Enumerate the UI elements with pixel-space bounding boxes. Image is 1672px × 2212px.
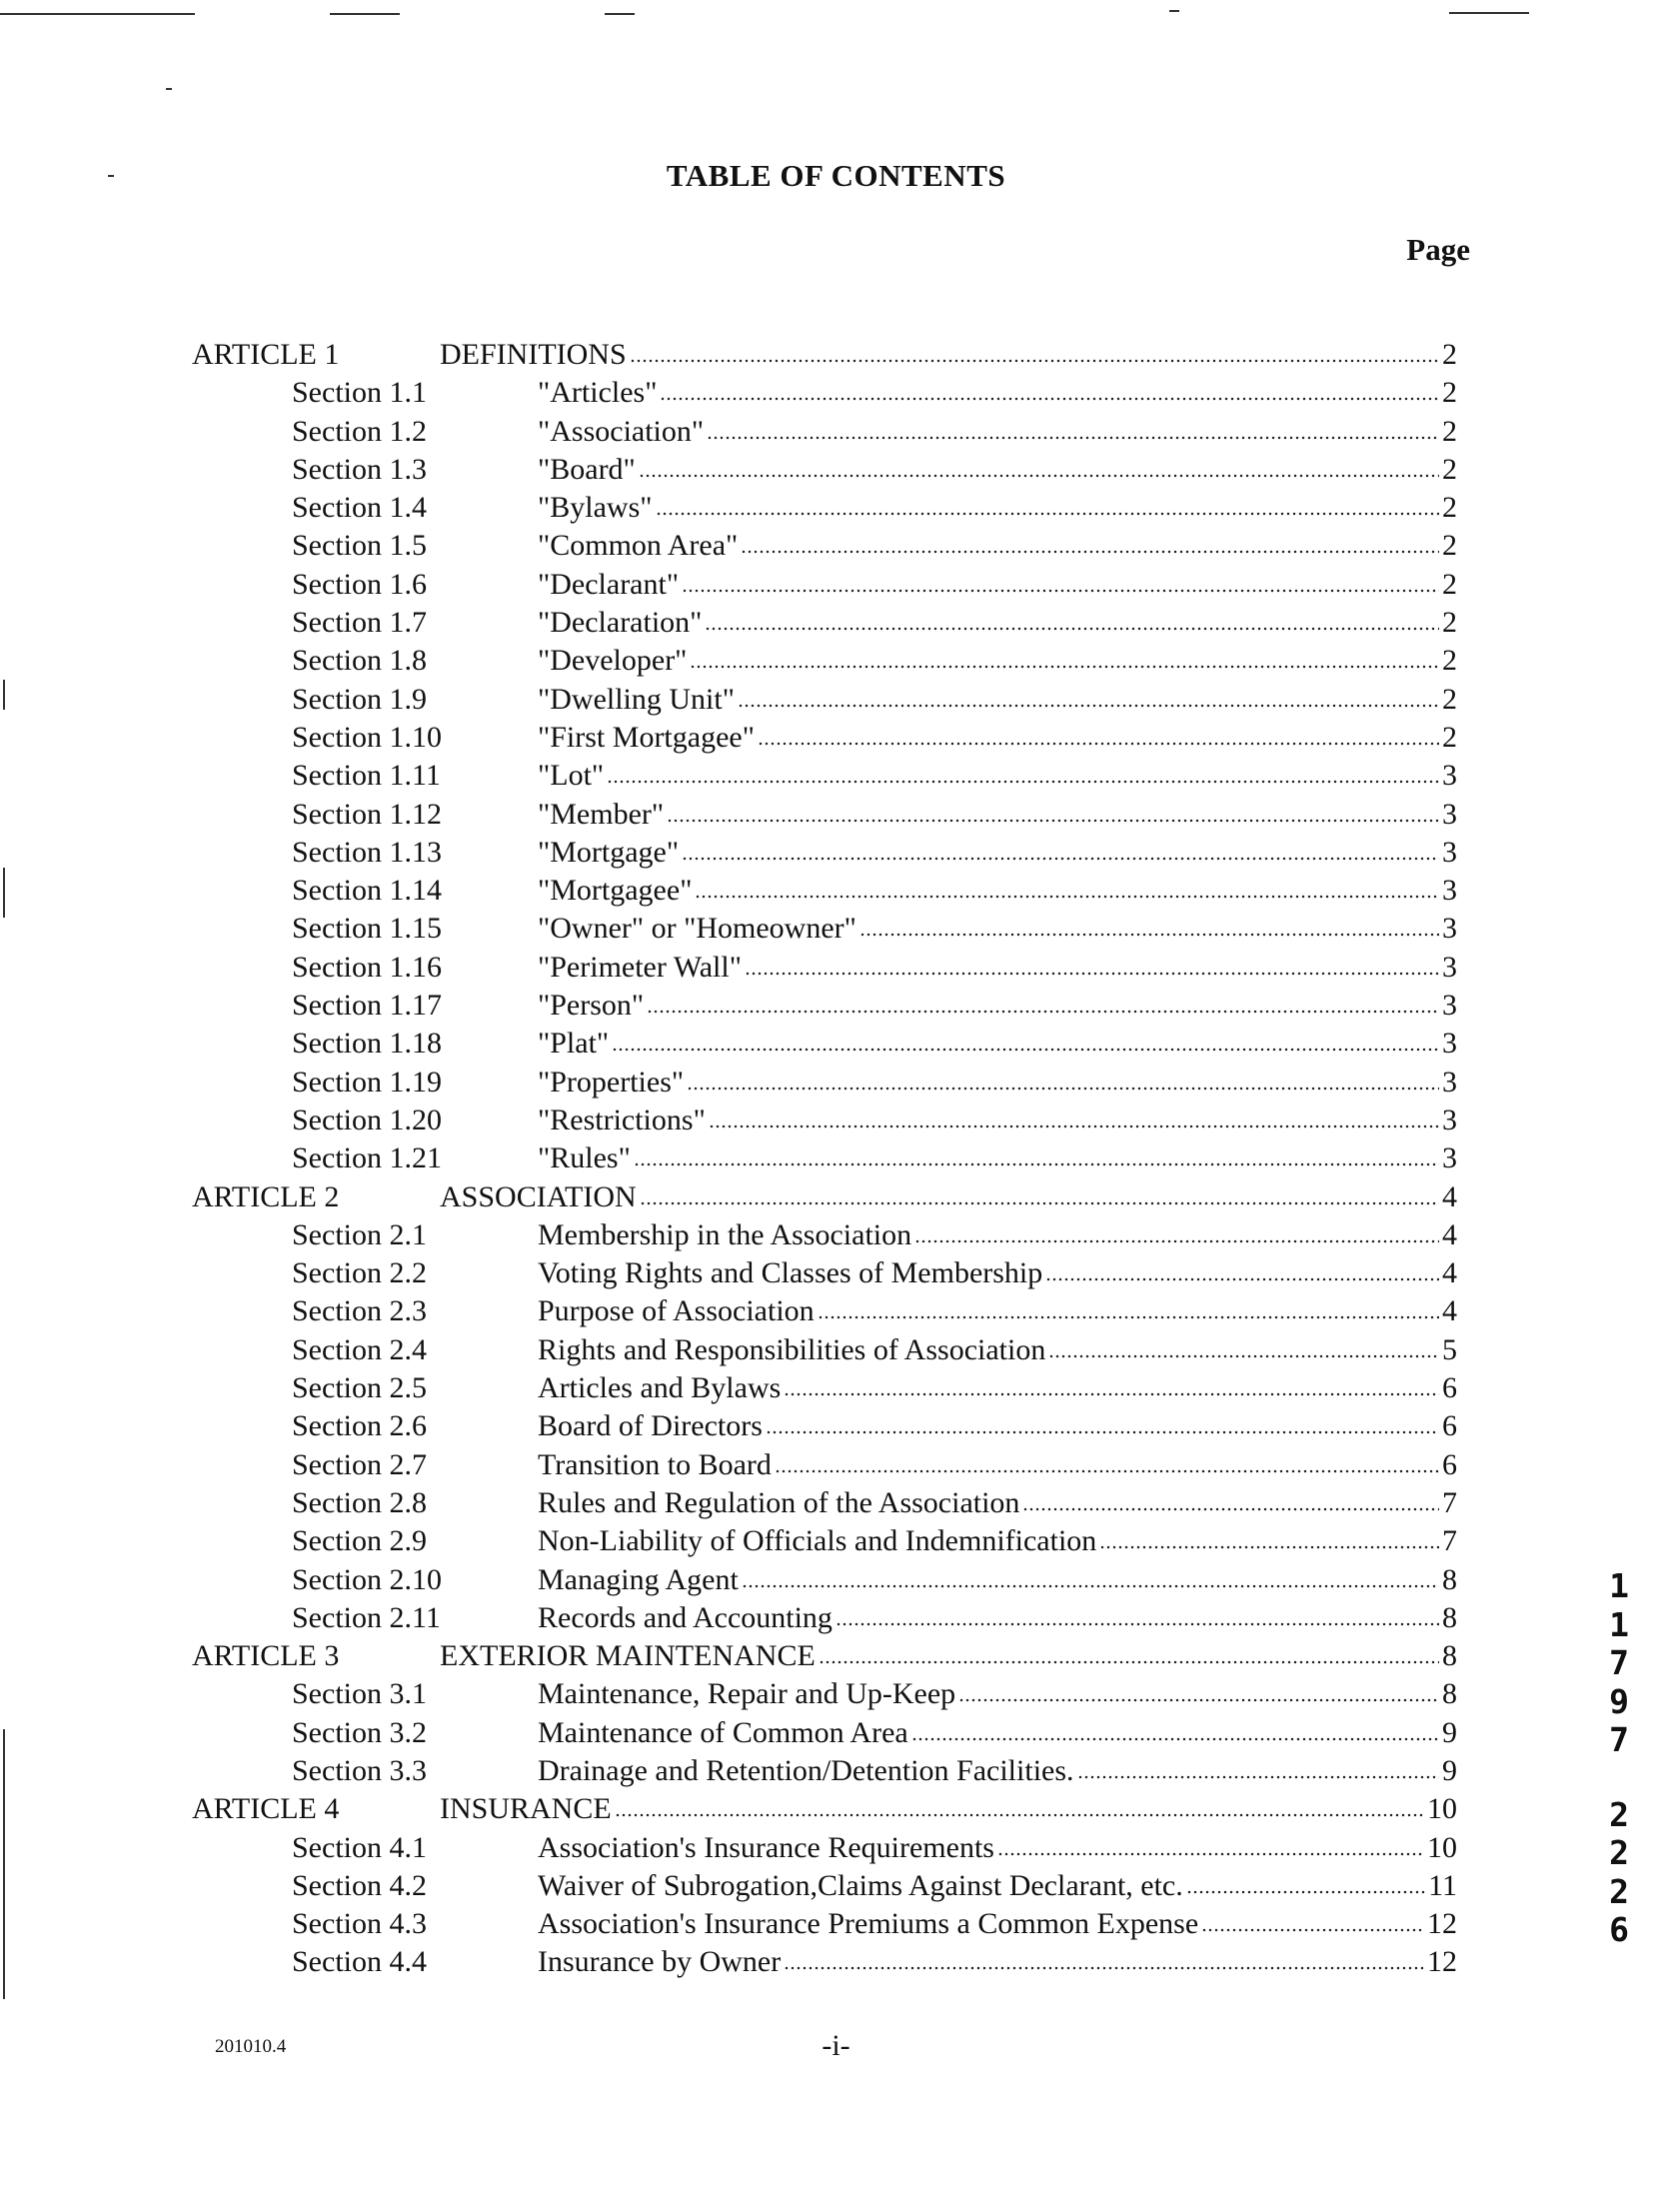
- toc-entry-label: Articles and Bylaws: [538, 1371, 782, 1405]
- dot-leader: [640, 1200, 1439, 1206]
- toc-entry-page: 8: [1442, 1562, 1457, 1596]
- scan-artifact-left-2: [3, 868, 5, 918]
- table-of-contents: [192, 336, 1457, 1982]
- toc-entry-page: 2: [1442, 376, 1457, 410]
- toc-entry: [538, 1407, 1457, 1445]
- toc-section-row: [192, 374, 1457, 412]
- toc-entry-page: 3: [1442, 950, 1457, 984]
- toc-entry-number: Section 1.9: [292, 682, 427, 716]
- toc-entry-number: Section 1.2: [292, 414, 427, 448]
- toc-entry: [538, 757, 1457, 795]
- toc-entry-label: "Declaration": [538, 606, 703, 640]
- scan-artifact-top-1: [0, 13, 195, 15]
- toc-entry: [538, 1369, 1457, 1407]
- toc-entry-label: "Person": [538, 989, 645, 1023]
- toc-entry-label: "Developer": [538, 644, 688, 678]
- toc-article-row: [192, 1790, 1457, 1828]
- toc-entry: [538, 1752, 1457, 1790]
- toc-entry-page: 7: [1442, 1524, 1457, 1558]
- document-id: 201010.4: [215, 2036, 287, 2057]
- dot-leader: [766, 1429, 1439, 1435]
- dot-leader: [639, 473, 1439, 479]
- toc-entry: [538, 987, 1457, 1025]
- toc-section-row: [192, 642, 1457, 680]
- toc-section-row: [192, 1139, 1457, 1177]
- toc-entry-number: ARTICLE 2: [192, 1179, 340, 1213]
- toc-entry-number: Section 1.18: [292, 1027, 442, 1061]
- dot-leader: [836, 1621, 1439, 1627]
- toc-entry-number: Section 2.11: [292, 1600, 441, 1634]
- toc-entry-number: Section 3.2: [292, 1715, 427, 1749]
- toc-entry-number: Section 2.10: [292, 1562, 442, 1596]
- toc-entry-label: "Member": [538, 797, 665, 831]
- dot-leader: [818, 1314, 1439, 1320]
- toc-section-row: [192, 1025, 1457, 1063]
- toc-entry-label: "Lot": [538, 759, 605, 793]
- dot-leader: [758, 741, 1439, 747]
- toc-entry-page: 2: [1442, 338, 1457, 371]
- toc-entry-page: 6: [1442, 1371, 1457, 1405]
- toc-section-row: [192, 1905, 1457, 1943]
- dot-leader: [707, 435, 1439, 441]
- toc-section-row: [192, 1522, 1457, 1560]
- dot-leader: [1099, 1544, 1439, 1550]
- toc-section-row: [192, 1484, 1457, 1522]
- dot-leader: [914, 1238, 1439, 1244]
- toc-entry-page: 9: [1442, 1715, 1457, 1749]
- toc-entry-page: 3: [1442, 1065, 1457, 1099]
- toc-entry-label: Drainage and Retention/Detention Facilities.: [538, 1753, 1074, 1787]
- toc-entry-number: Section 1.19: [292, 1065, 442, 1099]
- toc-entry-number: Section 1.7: [292, 606, 427, 640]
- toc-entry-label: Voting Rights and Classes of Membership: [538, 1256, 1043, 1290]
- toc-entry-page: 7: [1442, 1485, 1457, 1519]
- toc-section-row: [192, 1064, 1457, 1102]
- dot-leader: [958, 1697, 1439, 1703]
- toc-section-row: [192, 681, 1457, 719]
- toc-entry-page: 3: [1442, 989, 1457, 1023]
- dot-leader: [660, 396, 1439, 402]
- dot-leader: [612, 1047, 1439, 1053]
- toc-entry-page: 8: [1442, 1600, 1457, 1634]
- toc-entry: [538, 1943, 1457, 1981]
- toc-entry: [538, 1254, 1457, 1292]
- toc-section-row: [192, 987, 1457, 1025]
- toc-entry-label: Rules and Regulation of the Association: [538, 1485, 1020, 1519]
- toc-article-row: [192, 1178, 1457, 1216]
- toc-entry: [538, 451, 1457, 489]
- dot-leader: [1048, 1353, 1439, 1359]
- toc-section-row: [192, 413, 1457, 451]
- toc-section-row: [192, 1254, 1457, 1292]
- toc-entry-number: Section 1.10: [292, 720, 442, 754]
- toc-entry-label: Insurance by Owner: [538, 1945, 782, 1979]
- dot-leader: [1186, 1889, 1425, 1895]
- toc-entry-number: Section 1.15: [292, 912, 442, 946]
- toc-section-row: [192, 1407, 1457, 1445]
- toc-entry: [538, 1675, 1457, 1713]
- dot-leader: [997, 1851, 1424, 1857]
- toc-entry-page: 2: [1442, 491, 1457, 525]
- recording-stamp-digit: 1: [1609, 1566, 1629, 1605]
- recording-stamp-digit: [1602, 1760, 1636, 1796]
- toc-section-row: [192, 1599, 1457, 1637]
- toc-entry-label: Managing Agent: [538, 1562, 739, 1596]
- scan-artifact-top-5: [1449, 12, 1529, 14]
- toc-entry-number: Section 4.4: [292, 1945, 427, 1979]
- toc-entry-label: Board of Directors: [538, 1409, 763, 1443]
- toc-entry-label: "Plat": [538, 1027, 610, 1061]
- toc-entry-number: ARTICLE 1: [192, 338, 340, 371]
- toc-section-row: [192, 489, 1457, 527]
- toc-entry-page: 2: [1442, 567, 1457, 601]
- toc-entry-page: 3: [1442, 1141, 1457, 1175]
- toc-entry-number: Section 1.5: [292, 529, 427, 563]
- toc-entry-number: Section 2.2: [292, 1256, 427, 1290]
- toc-entry-label: INSURANCE: [440, 1792, 612, 1826]
- toc-entry-label: "Common Area": [538, 529, 739, 563]
- toc-entry-label: "Board": [538, 452, 636, 486]
- toc-section-row: [192, 1561, 1457, 1599]
- toc-entry: [538, 834, 1457, 872]
- toc-entry: [538, 642, 1457, 680]
- toc-entry-number: Section 2.9: [292, 1524, 427, 1558]
- toc-entry-page: 2: [1442, 452, 1457, 486]
- toc-entry: [538, 1064, 1457, 1102]
- toc-entry: [538, 489, 1457, 527]
- toc-entry-label: Waiver of Subrogation,Claims Against Declarant, etc.: [538, 1868, 1183, 1902]
- toc-entry-page: 4: [1442, 1294, 1457, 1328]
- toc-entry-number: Section 1.11: [292, 759, 441, 793]
- toc-entry-page: 9: [1442, 1753, 1457, 1787]
- toc-entry-label: "Restrictions": [538, 1103, 706, 1136]
- toc-entry: [538, 1139, 1457, 1177]
- recording-stamp-digit: 7: [1609, 1643, 1629, 1682]
- toc-section-row: [192, 1102, 1457, 1139]
- toc-entry-number: Section 1.17: [292, 989, 442, 1023]
- toc-entry-number: Section 3.3: [292, 1753, 427, 1787]
- dot-leader: [615, 1812, 1424, 1818]
- dot-leader: [667, 818, 1439, 824]
- toc-entry-page: 2: [1442, 720, 1457, 754]
- toc-section-row: [192, 834, 1457, 872]
- toc-section-row: [192, 1331, 1457, 1369]
- toc-entry-number: Section 1.21: [292, 1141, 442, 1175]
- toc-entry-label: EXTERIOR MAINTENANCE: [440, 1639, 816, 1673]
- toc-entry-number: Section 2.4: [292, 1332, 427, 1366]
- recording-stamp: [1602, 1567, 1636, 1950]
- page-number: -i-: [822, 2029, 850, 2062]
- dot-leader: [709, 1123, 1439, 1129]
- toc-entry: [538, 1331, 1457, 1369]
- dot-leader: [630, 358, 1439, 364]
- toc-entry-number: Section 1.6: [292, 567, 427, 601]
- scan-artifact-left-1: [3, 680, 5, 710]
- toc-section-row: [192, 566, 1457, 604]
- toc-entry-page: 3: [1442, 835, 1457, 869]
- toc-entry-number: ARTICLE 3: [192, 1639, 340, 1673]
- toc-entry: [538, 1714, 1457, 1752]
- toc-entry-label: ASSOCIATION: [440, 1179, 637, 1213]
- toc-entry: [538, 1102, 1457, 1139]
- recording-stamp-digit: 2: [1609, 1833, 1629, 1872]
- toc-entry: [538, 527, 1457, 565]
- toc-entry: [538, 1216, 1457, 1254]
- toc-entry-label: DEFINITIONS: [440, 338, 627, 371]
- toc-entry-number: Section 2.3: [292, 1294, 427, 1328]
- toc-entry-label: "Rules": [538, 1141, 631, 1175]
- toc-entry-page: 3: [1442, 1027, 1457, 1061]
- scan-artifact-tick-1: [166, 88, 172, 90]
- toc-entry-label: Membership in the Association: [538, 1217, 912, 1251]
- toc-entry-page: 2: [1442, 414, 1457, 448]
- toc-entry: [440, 1637, 1457, 1675]
- toc-entry: [538, 910, 1457, 948]
- toc-section-row: [192, 910, 1457, 948]
- toc-entry-page: 6: [1442, 1447, 1457, 1481]
- toc-entry: [538, 1522, 1457, 1560]
- toc-section-row: [192, 604, 1457, 642]
- page-title: TABLE OF CONTENTS: [666, 158, 1006, 193]
- toc-entry-number: Section 2.8: [292, 1485, 427, 1519]
- toc-entry: [538, 374, 1457, 412]
- toc-entry-page: 12: [1427, 1945, 1457, 1979]
- toc-section-row: [192, 1292, 1457, 1330]
- toc-entry-label: Maintenance of Common Area: [538, 1715, 908, 1749]
- recording-stamp-digit: 1: [1609, 1604, 1629, 1644]
- dot-leader: [656, 511, 1440, 517]
- dot-leader: [784, 1391, 1439, 1397]
- toc-entry-label: Maintenance, Repair and Up-Keep: [538, 1677, 956, 1711]
- toc-entry: [538, 413, 1457, 451]
- dot-leader: [741, 549, 1439, 555]
- recording-stamp-digit: 9: [1609, 1681, 1629, 1721]
- dot-leader: [647, 1009, 1439, 1015]
- toc-entry-page: 5: [1442, 1332, 1457, 1366]
- toc-entry-label: Rights and Responsibilities of Association: [538, 1332, 1046, 1366]
- toc-entry-number: Section 1.12: [292, 797, 442, 831]
- toc-entry-page: 6: [1442, 1409, 1457, 1443]
- scan-artifact-top-2: [330, 13, 400, 15]
- toc-entry-label: "Dwelling Unit": [538, 682, 735, 716]
- toc-entry: [538, 1292, 1457, 1330]
- toc-section-row: [192, 1829, 1457, 1867]
- toc-entry-number: ARTICLE 4: [192, 1792, 340, 1826]
- toc-entry: [538, 719, 1457, 757]
- toc-entry-label: "Bylaws": [538, 491, 653, 525]
- toc-entry-label: Transition to Board: [538, 1447, 772, 1481]
- toc-entry-page: 2: [1442, 682, 1457, 716]
- toc-entry-label: "Articles": [538, 376, 658, 410]
- dot-leader: [1077, 1774, 1439, 1780]
- toc-entry-number: Section 2.6: [292, 1409, 427, 1443]
- toc-entry-page: 3: [1442, 912, 1457, 946]
- dot-leader: [1022, 1506, 1439, 1512]
- toc-entry-page: 4: [1442, 1179, 1457, 1213]
- toc-entry-number: Section 1.1: [292, 376, 427, 410]
- dot-leader: [1045, 1276, 1439, 1282]
- dot-leader: [682, 856, 1439, 862]
- toc-entry-label: Records and Accounting: [538, 1600, 833, 1634]
- toc-entry-page: 3: [1442, 874, 1457, 908]
- toc-entry-label: "Mortgagee": [538, 874, 693, 908]
- toc-section-row: [192, 757, 1457, 795]
- toc-entry-page: 4: [1442, 1256, 1457, 1290]
- dot-leader: [682, 588, 1439, 594]
- toc-entry-number: Section 4.3: [292, 1907, 427, 1941]
- toc-entry: [440, 1790, 1457, 1828]
- dot-leader: [859, 932, 1439, 938]
- toc-entry-number: Section 1.13: [292, 835, 442, 869]
- toc-section-row: [192, 796, 1457, 834]
- toc-entry-label: "Association": [538, 414, 705, 448]
- recording-stamp-digit: 7: [1609, 1720, 1629, 1759]
- toc-section-row: [192, 1752, 1457, 1790]
- toc-entry-label: "Owner" or "Homeowner": [538, 912, 856, 946]
- toc-entry: [440, 1178, 1457, 1216]
- toc-entry-label: Purpose of Association: [538, 1294, 815, 1328]
- toc-section-row: [192, 872, 1457, 910]
- dot-leader: [705, 626, 1439, 632]
- toc-entry-label: "First Mortgagee": [538, 720, 755, 754]
- scan-artifact-top-4: [1169, 10, 1179, 12]
- toc-entry-number: Section 1.16: [292, 950, 442, 984]
- dot-leader: [745, 971, 1439, 977]
- dot-leader: [695, 894, 1439, 900]
- toc-entry: [440, 336, 1457, 374]
- scan-artifact-top-3: [605, 13, 635, 15]
- toc-entry-page: 8: [1442, 1677, 1457, 1711]
- toc-entry-page: 2: [1442, 529, 1457, 563]
- dot-leader: [819, 1659, 1439, 1665]
- dot-leader: [1201, 1927, 1424, 1933]
- toc-entry-label: "Declarant": [538, 567, 680, 601]
- toc-section-row: [192, 719, 1457, 757]
- toc-entry-label: Association's Insurance Requirements: [538, 1830, 994, 1864]
- toc-entry-page: 3: [1442, 759, 1457, 793]
- toc-entry-page: 2: [1442, 644, 1457, 678]
- dot-leader: [911, 1736, 1439, 1742]
- page-column-header: Page: [1406, 232, 1470, 267]
- toc-entry-page: 11: [1428, 1868, 1457, 1902]
- toc-section-row: [192, 1675, 1457, 1713]
- toc-entry: [538, 604, 1457, 642]
- toc-section-row: [192, 1714, 1457, 1752]
- toc-entry: [538, 1484, 1457, 1522]
- toc-entry-number: Section 2.7: [292, 1447, 427, 1481]
- recording-stamp-digit: 2: [1609, 1794, 1629, 1834]
- toc-entry-number: Section 4.2: [292, 1868, 427, 1902]
- toc-entry-number: Section 2.1: [292, 1217, 427, 1251]
- toc-section-row: [192, 451, 1457, 489]
- toc-entry-page: 4: [1442, 1217, 1457, 1251]
- toc-section-row: [192, 1446, 1457, 1484]
- toc-entry-number: Section 1.20: [292, 1103, 442, 1136]
- toc-entry: [538, 1829, 1457, 1867]
- toc-entry-label: "Mortgage": [538, 835, 680, 869]
- toc-section-row: [192, 949, 1457, 987]
- toc-entry-page: 12: [1427, 1907, 1457, 1941]
- toc-entry-number: Section 1.4: [292, 491, 427, 525]
- toc-section-row: [192, 527, 1457, 565]
- dot-leader: [738, 703, 1439, 709]
- toc-entry-page: 3: [1442, 797, 1457, 831]
- dot-leader: [607, 779, 1439, 785]
- toc-entry-number: Section 2.5: [292, 1371, 427, 1405]
- toc-entry: [538, 1867, 1457, 1905]
- toc-section-row: [192, 1216, 1457, 1254]
- toc-entry: [538, 949, 1457, 987]
- toc-entry-label: Association's Insurance Premiums a Common Expense: [538, 1907, 1199, 1941]
- recording-stamp-digit: 6: [1609, 1910, 1629, 1949]
- toc-section-row: [192, 1369, 1457, 1407]
- toc-entry-label: "Perimeter Wall": [538, 950, 742, 984]
- toc-entry-number: Section 3.1: [292, 1677, 427, 1711]
- toc-entry: [538, 796, 1457, 834]
- toc-section-row: [192, 1867, 1457, 1905]
- toc-entry: [538, 681, 1457, 719]
- toc-article-row: [192, 336, 1457, 374]
- dot-leader: [690, 664, 1439, 670]
- toc-entry-page: 10: [1427, 1830, 1457, 1864]
- toc-entry-number: Section 1.8: [292, 644, 427, 678]
- toc-entry-number: Section 1.3: [292, 452, 427, 486]
- toc-entry: [538, 1599, 1457, 1637]
- toc-entry: [538, 1446, 1457, 1484]
- dot-leader: [742, 1583, 1439, 1589]
- toc-entry-number: Section 1.14: [292, 874, 442, 908]
- toc-entry: [538, 566, 1457, 604]
- toc-article-row: [192, 1637, 1457, 1675]
- toc-entry-page: 8: [1442, 1639, 1457, 1673]
- toc-entry-page: 10: [1427, 1792, 1457, 1826]
- toc-entry: [538, 1025, 1457, 1063]
- dot-leader: [687, 1086, 1439, 1092]
- toc-entry: [538, 1905, 1457, 1943]
- toc-entry-label: "Properties": [538, 1065, 685, 1099]
- dot-leader: [784, 1965, 1424, 1971]
- dot-leader: [775, 1468, 1439, 1474]
- toc-entry-label: Non-Liability of Officials and Indemnification: [538, 1524, 1097, 1558]
- toc-section-row: [192, 1943, 1457, 1981]
- toc-entry: [538, 1561, 1457, 1599]
- scan-artifact-left-3: [3, 1729, 5, 1999]
- toc-entry-page: 2: [1442, 606, 1457, 640]
- recording-stamp-digit: 2: [1609, 1871, 1629, 1911]
- toc-entry: [538, 872, 1457, 910]
- dot-leader: [634, 1161, 1439, 1167]
- toc-entry-page: 3: [1442, 1103, 1457, 1136]
- toc-entry-number: Section 4.1: [292, 1830, 427, 1864]
